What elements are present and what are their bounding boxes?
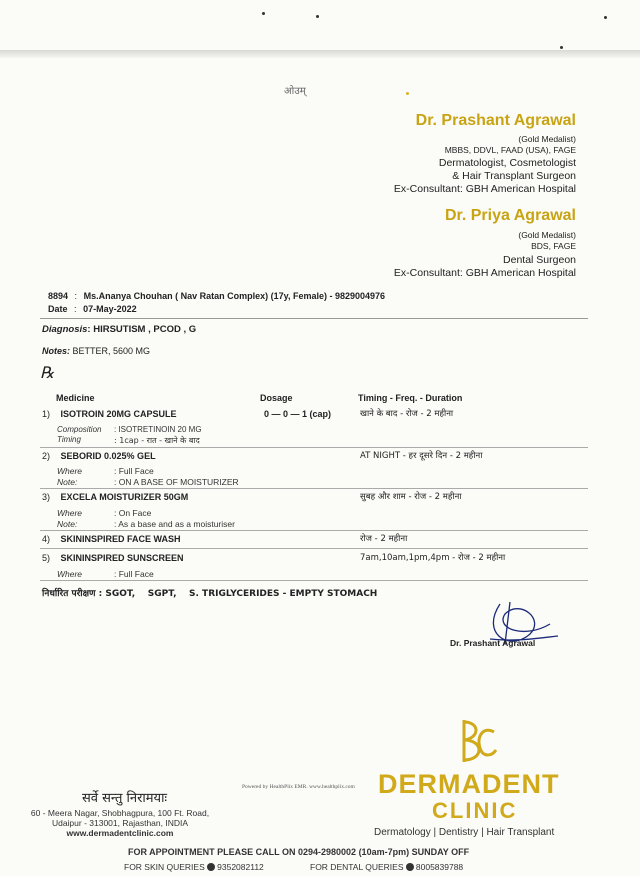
sub-value: : ISOTRETINOIN 20 MG [114,425,202,434]
sub-key: Timing [57,435,81,444]
skin-queries [124,862,264,872]
skin-phone[interactable]: 9352082112 [217,862,264,872]
med-name: ISOTROIN 20MG CAPSULE [60,409,177,419]
med-timing: AT NIGHT - हर दूसरे दिन - 2 महीना [360,451,483,461]
doctor1-degrees: MBBS, DDVL, FAAD (USA), FAGE [444,145,576,155]
date-value: 07-May-2022 [83,304,137,314]
row-number: 3) [42,492,51,502]
doctor2-ex: Ex-Consultant: GBH American Hospital [393,267,576,279]
speck [406,92,409,95]
clinic-tagline: Dermatology | Dentistry | Hair Transplant [374,827,555,838]
dental-queries-label: FOR DENTAL QUERIES [310,862,404,872]
skin-queries-label: FOR SKIN QUERIES [124,862,205,872]
col-timing: Timing - Freq. - Duration [358,393,463,403]
doctor1-ex: Ex-Consultant: GBH American Hospital [393,183,576,195]
med-row-4 [42,534,181,544]
patient-sep: : [74,291,78,301]
med-dosage: 0 — 0 — 1 (cap) [264,409,332,419]
notes [42,346,150,356]
sub-value: : 1cap - रात - खाने के बाद [114,436,200,445]
divider [40,318,588,319]
dental-queries [310,862,463,872]
sub-value: : On Face [114,508,152,518]
row-number: 2) [42,451,51,461]
patient-line [48,291,385,301]
date-line: Date : 07-May-2022 [48,304,137,314]
signature-name: Dr. Prashant Agrawal [450,638,536,648]
doctor2-name: Dr. Priya Agrawal [444,207,576,224]
address-line1: 60 - Meera Nagar, Shobhagpura, 100 Ft. Road, [30,808,210,818]
sub-key: Where [57,508,83,518]
powered-by: Powered by HealthPlix EMR. www.healthplix.com [242,784,355,790]
sub-key: Where [57,569,83,579]
speck [262,12,265,15]
patient-details: Ms.Ananya Chouhan ( Nav Ratan Complex) (17y, Female) - 9829004976 [83,291,386,301]
doctor1-name: Dr. Prashant Agrawal [415,112,576,129]
logo-clinic: CLINIC [432,798,518,823]
sub-value: : Full Face [114,466,154,476]
row-number: 4) [42,534,51,544]
whatsapp-icon [207,863,215,871]
address-line2: Udaipur - 313001, Rajasthan, INDIA [51,818,189,828]
patient-id: 8894 [48,291,69,301]
row-divider [40,548,588,549]
doctor2-degrees: BDS, FAGE [531,241,576,251]
med-timing: खाने के बाद - रोज - 2 महीना [360,409,454,419]
row-divider [40,580,588,581]
speck [560,46,563,49]
med-timing: रोज - 2 महीना [360,534,408,544]
sub-key: Composition [57,425,102,434]
diagnosis [42,324,196,335]
row-number: 5) [42,553,51,563]
om-symbol: ओउम् [284,86,306,97]
row-divider [40,488,588,489]
notes-label: Notes: [42,346,71,356]
sub-key: Note: [57,519,78,529]
row-divider [40,447,588,448]
clinic-logo-icon [450,716,500,766]
doctor1-title2: & Hair Transplant Surgeon [452,170,576,182]
med-row-3 [42,492,188,502]
med-row-2 [42,451,156,461]
med-name: EXCELA MOISTURIZER 50GM [60,492,189,502]
doctor2-award: (Gold Medalist) [518,230,576,240]
sub-value: : Full Face [114,569,154,579]
sub-value: : ON A BASE OF MOISTURIZER [114,477,239,487]
notes-value: BETTER, 5600 MG [70,346,151,356]
med-timing: सुबह और शाम - रोज - 2 महीना [360,492,462,502]
dental-phone[interactable]: 8005839788 [415,862,464,872]
prescribed-tests: निर्धारित परीक्षण : SGOT, SGPT, S. TRIGLYCERIDES - EMPTY STOMACH [42,589,378,599]
row-divider [40,530,588,531]
paper-fold [0,50,640,58]
row-number: 1) [42,409,51,419]
med-timing: 7am,10am,1pm,4pm - रोज - 2 महीना [360,553,506,563]
whatsapp-icon [406,863,414,871]
date-label: Date [48,304,68,314]
med-name: SKININSPIRED FACE WASH [60,534,181,544]
footer-motto: सर्वे सन्तु निरामयाः [82,791,168,806]
appointment-line: FOR APPOINTMENT PLEASE CALL ON 0294-2980002 (10am-7pm) SUNDAY OFF [128,847,470,857]
sub-key: Note: [57,477,78,487]
doctor1-title1: Dermatologist, Cosmetologist [438,157,576,169]
diagnosis-label: Diagnosis [42,324,88,335]
med-name: SKININSPIRED SUNSCREEN [60,553,184,563]
med-name: SEBORID 0.025% GEL [60,451,156,461]
doctor2-title1: Dental Surgeon [503,254,576,266]
col-medicine: Medicine [56,393,95,403]
sub-value: : As a base and as a moisturiser [114,519,235,529]
rx-symbol: ℞ [40,365,55,382]
speck [316,15,319,18]
diagnosis-value: : HIRSUTISM , PCOD , G [87,324,197,335]
speck [604,16,607,19]
website-link[interactable]: www.dermadentclinic.com [66,828,174,838]
doctor1-award: (Gold Medalist) [518,134,576,144]
logo-dermadent: DERMADENT [378,769,560,799]
med-row-1 [42,409,177,419]
med-row-5 [42,553,184,563]
sub-key: Where [57,466,83,476]
col-dosage: Dosage [260,393,293,403]
